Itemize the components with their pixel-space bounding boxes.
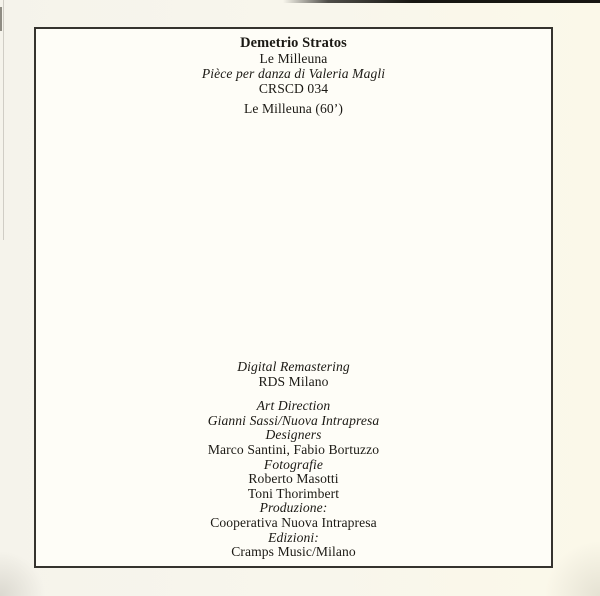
credit-photography-label: Fotografie [263,456,324,472]
credit-art-direction-label: Art Direction [256,398,331,414]
scan-artifact-top-band [283,0,600,3]
album-title: Le Milleuna [259,51,328,66]
credit-editions-label: Edizioni: [268,529,319,545]
credit-production-value: Cooperativa Nuova Intrapresa [210,514,377,530]
credit-art-direction-value: Gianni Sassi/Nuova Intrapresa [207,412,380,428]
credits-block [36,360,551,560]
scan-artifact-left-mark [0,7,2,31]
credit-designers-value: Marco Santini, Fabio Bortuzzo [207,441,380,457]
credit-remastering-label: Digital Remastering [237,359,350,374]
catalog-number: CRSCD 034 [258,81,329,96]
album-subtitle: Pièce per danza di Valeria Magli [201,66,386,81]
credit-photographer-2: Toni Thorimbert [247,485,340,501]
artist-name: Demetrio Stratos [240,35,347,51]
track-title: Le Milleuna (60’) [243,101,344,116]
credit-designers-label: Designers [265,427,322,443]
header-block [36,36,551,116]
scan-artifact-left-edge [3,0,4,240]
credit-editions-value: Cramps Music/Milano [231,544,356,560]
credit-production-label: Produzione: [259,500,328,516]
credit-remastering-value: RDS Milano [258,373,329,389]
credit-photographer-1: Roberto Masotti [248,471,339,487]
printed-frame [34,27,553,568]
